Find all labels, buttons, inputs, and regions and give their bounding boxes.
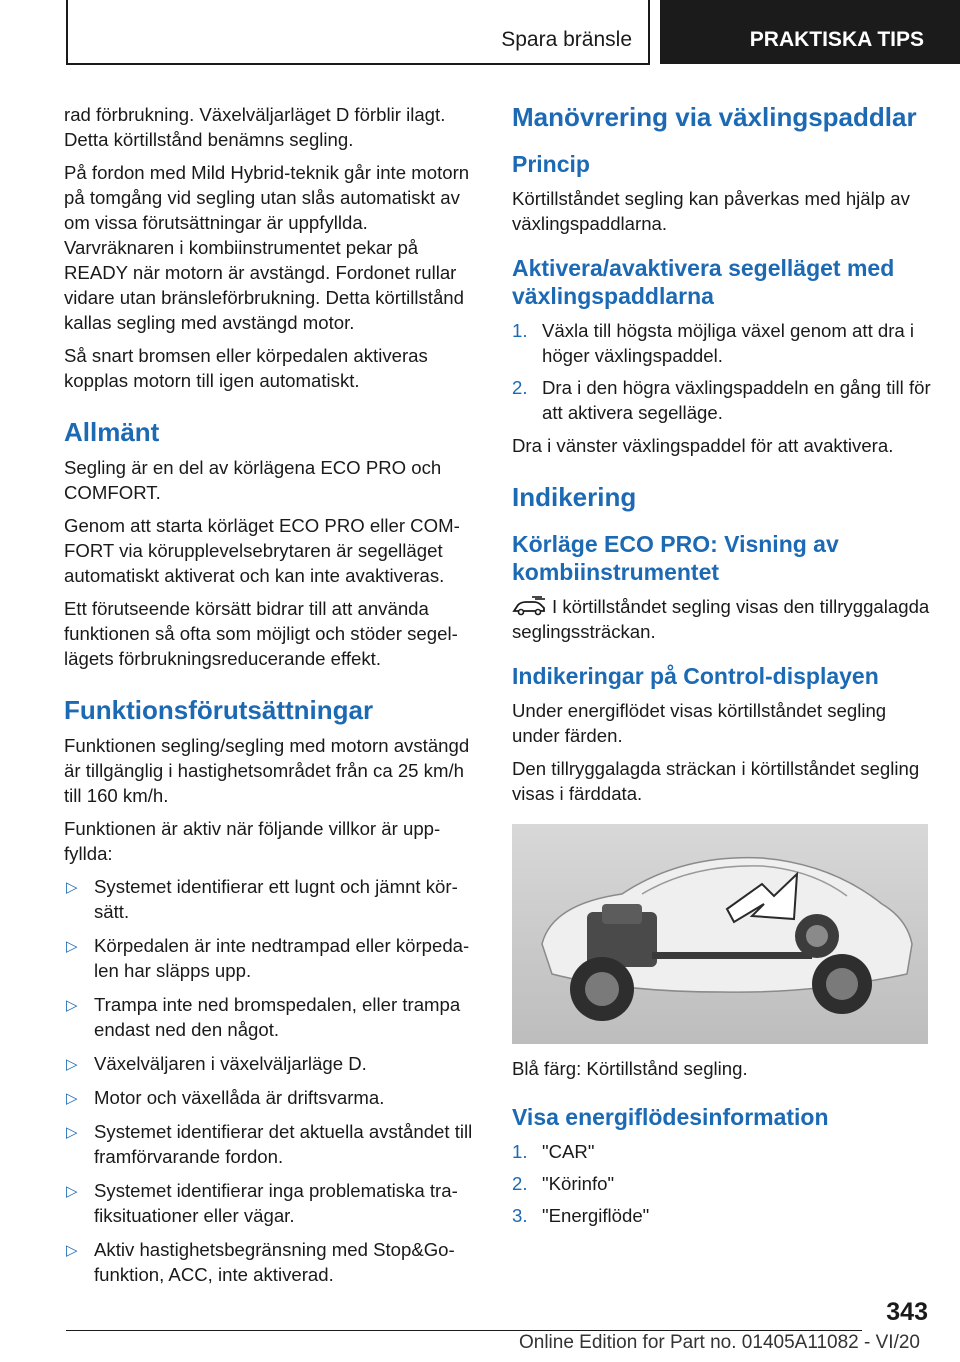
- paragraph: Dra i vänster växlingspaddel för att avaktivera.: [512, 435, 894, 456]
- list-item: [64, 1178, 480, 1228]
- image-caption: Blå färg: Körtillstånd segling.: [512, 1058, 748, 1079]
- heading-ecopro: Körläge ECO PRO: Visning av kombiinstrumentet: [512, 531, 839, 585]
- right-column: [512, 102, 932, 1236]
- list-item-text: Aktiv hastighetsbegränsning med Stop&Go-funktion, ACC, inte aktiverad.: [94, 1239, 455, 1285]
- list-item: [512, 375, 932, 425]
- paragraph: Funktionen segling/segling med motorn avstängd är tillgänglig i hastighetsområdet från ca 25 km/h till 160 km/h.: [64, 735, 470, 806]
- list-item-text: Trampa inte ned bromspedalen, eller trampa endast ned den något.: [94, 994, 461, 1040]
- step-number: 2.: [512, 1173, 528, 1194]
- paragraph-text: I körtillståndet segling visas den tillryggalagda seglingssträckan.: [512, 596, 930, 642]
- heading-princip: Princip: [512, 151, 590, 177]
- triangle-bullet-icon: ▷: [66, 938, 78, 955]
- footer-rule: [66, 1330, 862, 1331]
- menu-path-list: [512, 1139, 932, 1228]
- footer-edition: Online Edition for Part no. 01405A11082 - VI/20: [518, 1332, 920, 1353]
- step-number: 2.: [512, 377, 528, 398]
- list-item: [512, 318, 932, 368]
- header-section-title: Spara bränsle: [501, 28, 632, 51]
- steps-list: [512, 318, 932, 425]
- heading-indikering: Indikering: [512, 482, 637, 512]
- paragraph: Så snart bromsen eller körpedalen aktiveras kopplas motorn till igen automatiskt.: [64, 345, 428, 391]
- car-illustration: [512, 824, 928, 1044]
- paragraph: rad förbrukning. Växelväljarläget D förblir ilagt. Detta körtillstånd benämns segling.: [64, 104, 446, 150]
- paragraph: Körtillståndet segling kan påverkas med hjälp av växlingspaddlarna.: [512, 188, 910, 234]
- triangle-bullet-icon: ▷: [66, 1242, 78, 1259]
- list-item: [64, 933, 480, 983]
- header-bottom-rule: [66, 63, 650, 65]
- list-item-text: Systemet identifierar ett lugnt och jämnt körsätt.: [94, 876, 458, 922]
- list-item: [64, 1237, 480, 1287]
- paragraph: På fordon med Mild Hybrid-teknik går inte motorn på tomgång vid segling utan slås automatiskt av om vissa förutsättningar är uppfyllda. Varvräknaren i kombiinstrumentet pekar på READY när motorn är avstängd. Fordonet rullar vidare utan bränsleförbrukning. Detta körtillstånd kallas segling med avstängd motor.: [64, 162, 470, 333]
- list-item: [64, 1051, 480, 1076]
- triangle-bullet-icon: ▷: [66, 1090, 78, 1107]
- step-text: Växla till högsta möjliga växel genom att dra i höger växlingspaddel.: [542, 320, 915, 366]
- list-item: [512, 1203, 932, 1228]
- list-item-text: Systemet identifierar inga problematiska trafiksituationer eller vägar.: [94, 1180, 458, 1226]
- heading-funktionsforutsattningar: Funktionsförutsättningar: [64, 695, 374, 725]
- list-item-text: Motor och växellåda är driftsvarma.: [94, 1087, 385, 1108]
- left-column: [64, 102, 480, 1296]
- triangle-bullet-icon: ▷: [66, 1056, 78, 1073]
- triangle-bullet-icon: ▷: [66, 997, 78, 1014]
- list-item-text: Körpedalen är inte nedtrampad eller körpedalen har släpps upp.: [94, 935, 470, 981]
- step-text: Dra i den högra växlingspaddeln en gång till för att aktivera segelläge.: [542, 377, 931, 423]
- sailing-car-icon: [512, 596, 546, 616]
- step-number: 1.: [512, 1141, 528, 1162]
- car-drivetrain-image: [512, 824, 928, 1044]
- paragraph: Genom att starta körläget ECO PRO eller COMFORT via körupplevelsebrytaren är segelläget automatiskt aktiverat och kan inte avaktiveras.: [64, 515, 460, 586]
- list-item: [64, 1085, 480, 1110]
- menu-item-text: "CAR": [542, 1141, 595, 1162]
- paragraph: Ett förutseende körsätt bidrar till att använda funktionen så ofta som möjligt och stöder segellägets förbrukningsreducerande effekt.: [64, 598, 458, 669]
- conditions-list: [64, 874, 480, 1287]
- list-item: [64, 1119, 480, 1169]
- heading-manovrering: Manövrering via växlingspaddlar: [512, 102, 917, 132]
- menu-item-text: "Energiflöde": [542, 1205, 650, 1226]
- step-number: 1.: [512, 320, 528, 341]
- header-left-rule: [66, 0, 68, 64]
- heading-allmant: Allmänt: [64, 417, 160, 447]
- list-item-text: Växelväljaren i växelväljarläge D.: [94, 1053, 367, 1074]
- list-item: [64, 874, 480, 924]
- page-number: 343: [886, 1298, 928, 1326]
- header-chapter-label: PRAKTISKA TIPS: [749, 28, 924, 51]
- heading-control-display: Indikeringar på Control-displayen: [512, 663, 879, 689]
- paragraph: Under energiflödet visas körtillståndet segling under färden.: [512, 700, 887, 746]
- step-number: 3.: [512, 1205, 528, 1226]
- paragraph: [512, 594, 932, 644]
- triangle-bullet-icon: ▷: [66, 879, 78, 896]
- heading-aktivera: Aktivera/avaktivera segelläget med växlingspaddlarna: [512, 255, 895, 309]
- paragraph: Funktionen är aktiv när följande villkor är uppfyllda:: [64, 818, 441, 864]
- list-item: [512, 1139, 932, 1164]
- triangle-bullet-icon: ▷: [66, 1183, 78, 1200]
- paragraph: Den tillryggalagda sträckan i körtillståndet segling visas i färddata.: [512, 758, 920, 804]
- list-item-text: Systemet identifierar det aktuella avståndet till framförvarande fordon.: [94, 1121, 473, 1167]
- list-item: [64, 992, 480, 1042]
- paragraph: Segling är en del av körlägena ECO PRO och COMFORT.: [64, 457, 442, 503]
- menu-item-text: "Körinfo": [542, 1173, 615, 1194]
- triangle-bullet-icon: ▷: [66, 1124, 78, 1141]
- heading-visa-energiflode: Visa energiflödesinformation: [512, 1104, 829, 1130]
- header-chapter-tab: [660, 0, 960, 64]
- list-item: [512, 1171, 932, 1196]
- header-divider: [648, 0, 650, 64]
- drive-shaft: [652, 952, 812, 959]
